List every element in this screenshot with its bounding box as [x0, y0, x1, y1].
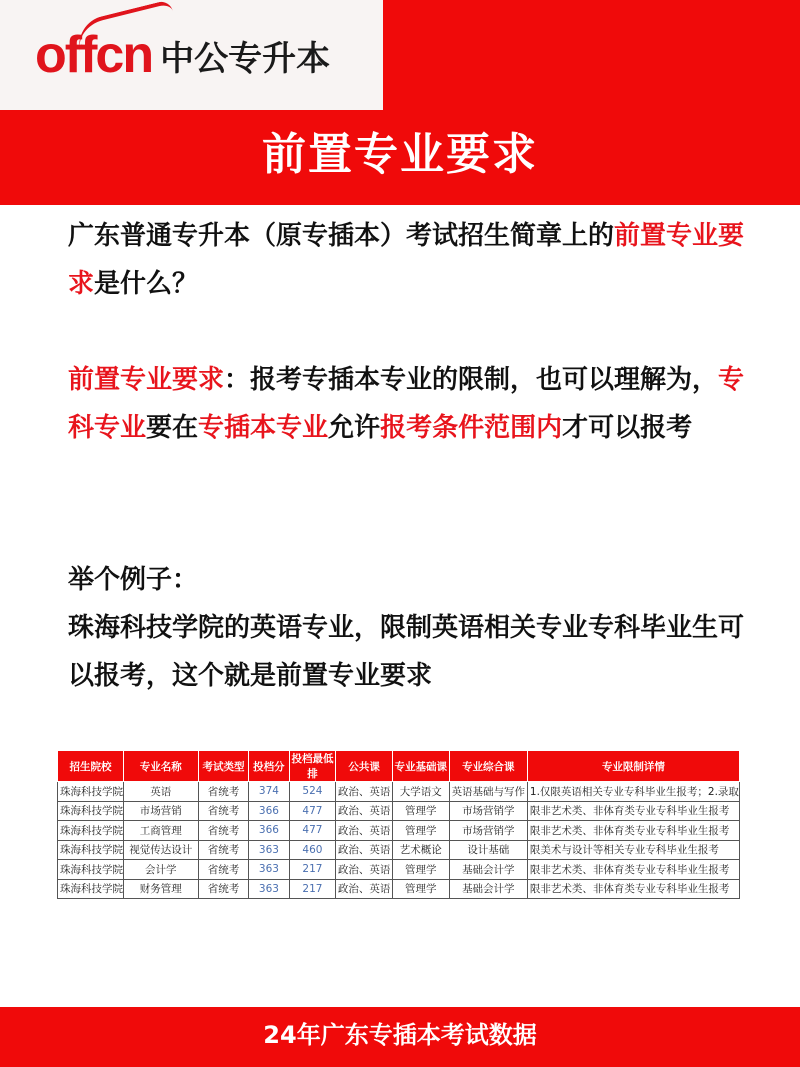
- text-segment: 广东普通专升本（原专插本）考试招生简章上的: [68, 221, 615, 251]
- table-cell: 政治、英语: [336, 840, 392, 860]
- text-segment: 允许: [328, 413, 381, 443]
- table-cell: 省统考: [198, 860, 249, 880]
- table-cell: 限非艺术类、非体育类专业专科毕业生报考: [527, 879, 739, 899]
- table-row: [58, 801, 740, 821]
- column-header: 专业限制详情: [527, 751, 739, 782]
- table-cell: 政治、英语: [336, 801, 392, 821]
- table-cell: 珠海科技学院: [58, 879, 124, 899]
- table-cell: 珠海科技学院: [58, 840, 124, 860]
- table-cell: 管理学: [392, 860, 449, 880]
- table-cell: 珠海科技学院: [58, 821, 124, 841]
- column-header: 公共课: [336, 751, 392, 782]
- table-cell: 政治、英语: [336, 860, 392, 880]
- logo: [0, 0, 383, 110]
- logo-brand-text: offcn: [35, 26, 153, 84]
- table-cell: 英语: [124, 782, 199, 802]
- table-cell: 省统考: [198, 801, 249, 821]
- table-row: [58, 840, 740, 860]
- table-cell: 管理学: [392, 801, 449, 821]
- table-cell: 限美术与设计等相关专业专科毕业生报考: [527, 840, 739, 860]
- column-header: 专业名称: [124, 751, 199, 782]
- table-row: [58, 782, 740, 802]
- table-cell: 366: [249, 821, 289, 841]
- text-segment: 才可以报考: [562, 413, 693, 443]
- table-cell: 工商管理: [124, 821, 199, 841]
- text-segment: 要在: [146, 413, 199, 443]
- question: [68, 212, 748, 308]
- table-row: [58, 860, 740, 880]
- table-cell: 基础会计学: [449, 879, 527, 899]
- text-segment: 前置专业要求: [68, 365, 225, 395]
- page-title: 前置专业要求: [262, 129, 538, 180]
- table-cell: 477: [289, 821, 336, 841]
- table-cell: 217: [289, 879, 336, 899]
- table-cell: 1.仅限英语相关专业专科毕业生报考；2.录取: [527, 782, 739, 802]
- text-segment: 报考条件范围内: [380, 413, 563, 443]
- table-cell: 会计学: [124, 860, 199, 880]
- table-cell: 财务管理: [124, 879, 199, 899]
- table-cell: 366: [249, 801, 289, 821]
- text-segment: 专插本专业: [198, 413, 329, 443]
- logo-brand: [35, 25, 152, 85]
- table-body: [58, 782, 740, 899]
- column-header: 专业综合课: [449, 751, 527, 782]
- table-cell: 省统考: [198, 821, 249, 841]
- table-cell: 217: [289, 860, 336, 880]
- footer-caption: 24年广东专插本考试数据: [0, 1007, 800, 1067]
- table-cell: 市场营销: [124, 801, 199, 821]
- table-cell: 374: [249, 782, 289, 802]
- table-cell: 管理学: [392, 879, 449, 899]
- table-cell: 460: [289, 840, 336, 860]
- table-cell: 524: [289, 782, 336, 802]
- table-cell: 363: [249, 840, 289, 860]
- table-cell: 政治、英语: [336, 821, 392, 841]
- table-cell: 珠海科技学院: [58, 860, 124, 880]
- table-cell: 省统考: [198, 782, 249, 802]
- example-heading: 举个例子：: [68, 565, 199, 595]
- definition: [68, 356, 748, 452]
- table-header-row: [58, 751, 740, 782]
- table-cell: 限非艺术类、非体育类专业专科毕业生报考: [527, 821, 739, 841]
- table-cell: 政治、英语: [336, 782, 392, 802]
- text-segment: 前置专业要求: [68, 221, 745, 299]
- table-row: [58, 879, 740, 899]
- column-header: 招生院校: [58, 751, 124, 782]
- table-cell: 大学语文: [392, 782, 449, 802]
- logo-name: 中公专升本: [160, 38, 331, 79]
- admission-table: [57, 750, 740, 899]
- text-segment: 专科专业: [68, 365, 745, 443]
- table-cell: 363: [249, 879, 289, 899]
- table-cell: 设计基础: [449, 840, 527, 860]
- table-cell: 珠海科技学院: [58, 782, 124, 802]
- column-header: 专业基础课: [392, 751, 449, 782]
- table-cell: 477: [289, 801, 336, 821]
- column-header: 考试类型: [198, 751, 249, 782]
- table-cell: 市场营销学: [449, 801, 527, 821]
- text-segment: 是什么？: [94, 269, 199, 299]
- table-cell: 珠海科技学院: [58, 801, 124, 821]
- table-cell: 363: [249, 860, 289, 880]
- table-row: [58, 821, 740, 841]
- column-header: 投档分: [249, 751, 289, 782]
- example-text: 珠海科技学院的英语专业，限制英语相关专业专科毕业生可以报考，这个就是前置专业要求: [68, 613, 745, 691]
- table-cell: 政治、英语: [336, 879, 392, 899]
- table-cell: 市场营销学: [449, 821, 527, 841]
- text-segment: ：报考专插本专业的限制，也可以理解为，: [224, 365, 719, 395]
- table-cell: 管理学: [392, 821, 449, 841]
- table-cell: 艺术概论: [392, 840, 449, 860]
- table-cell: 省统考: [198, 840, 249, 860]
- table-cell: 视觉传达设计: [124, 840, 199, 860]
- table-cell: 省统考: [198, 879, 249, 899]
- table-cell: 限非艺术类、非体育类专业专科毕业生报考: [527, 860, 739, 880]
- column-header: 投档最低排: [289, 751, 336, 782]
- table-cell: 限非艺术类、非体育类专业专科毕业生报考: [527, 801, 739, 821]
- table-cell: 英语基础与写作: [449, 782, 527, 802]
- table-cell: 基础会计学: [449, 860, 527, 880]
